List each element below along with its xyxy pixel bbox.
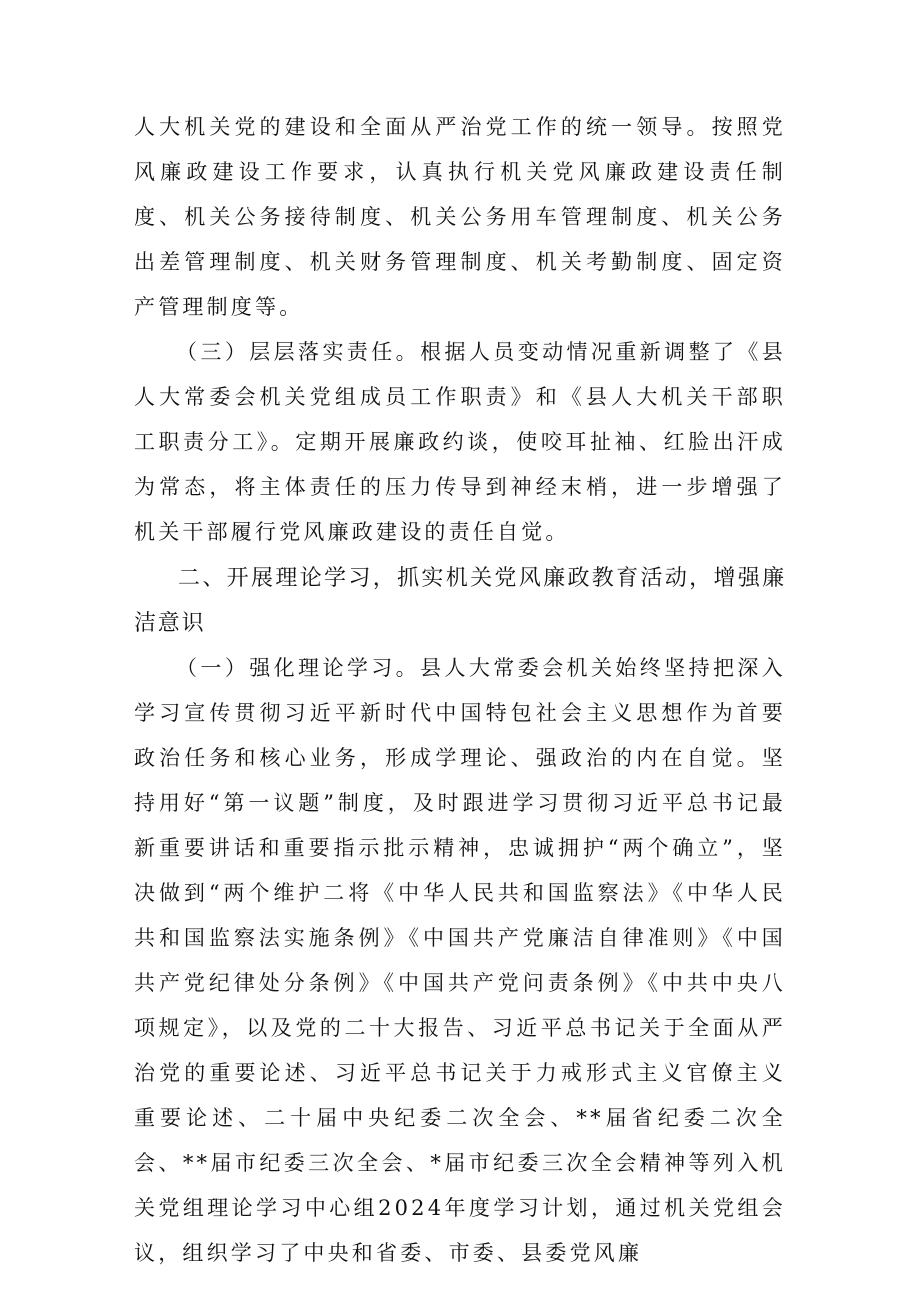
paragraph-theory-study: （一）强化理论学习。县人大常委会机关始终坚持把深入学习宣传贯彻习近平新时代中国特包社会主义思想作为首要政治任务和核心业务，形成学理论、强政治的内在自觉。坚持用好“第一议题”制度，及时跟进学习贯彻习近平总书记最新重要讲话和重要指示批示精神，忠诚拥护“两个确立”，坚决做到“两个维护二将《中华人民共和国监察法》《中华人民共和国监察法实施条例》《中国共产党廉洁自律准则》《中国共产党纪律处分条例》《中国共产党问责条例》《中共中央八项规定》，以及党的二十大报告、习近平总书记关于全面从严治党的重要论述、习近平总书记关于力戒形式主义官僚主义重要论述、二十届中央纪委二次全会、**届省纪委二次全会、**届市纪委三次全会、*届市纪委三次全会精神等列入机关党组理论学习中心组2024年度学习计划，通过机关党组会议，组织学习了中央和省委、市委、县委党风廉 bbox=[134, 656, 786, 1265]
paragraph-responsibility: （三）层层落实责任。根据人员变动情况重新调整了《县人大常委会机关党组成员工作职责》和《县人大机关干部职工职责分工》。定期开展廉政约谈，使咬耳扯袖、红脸出汗成为常态，将主体责任的压力传导到神经末梢，进一步增强了机关干部履行党风廉政建设的责任自觉。 bbox=[134, 340, 786, 544]
paragraph-continuation: 人大机关党的建设和全面从严治党工作的统一领导。按照党风廉政建设工作要求，认真执行机关党风廉政建设责任制度、机关公务接待制度、机关公务用车管理制度、机关公务出差管理制度、机关财务管理制度、机关考勤制度、固定资产管理制度等。 bbox=[134, 115, 786, 319]
section-heading: 二、开展理论学习，抓实机关党风廉政教育活动，增强廉洁意识 bbox=[134, 566, 786, 636]
document-body bbox=[134, 105, 786, 1276]
